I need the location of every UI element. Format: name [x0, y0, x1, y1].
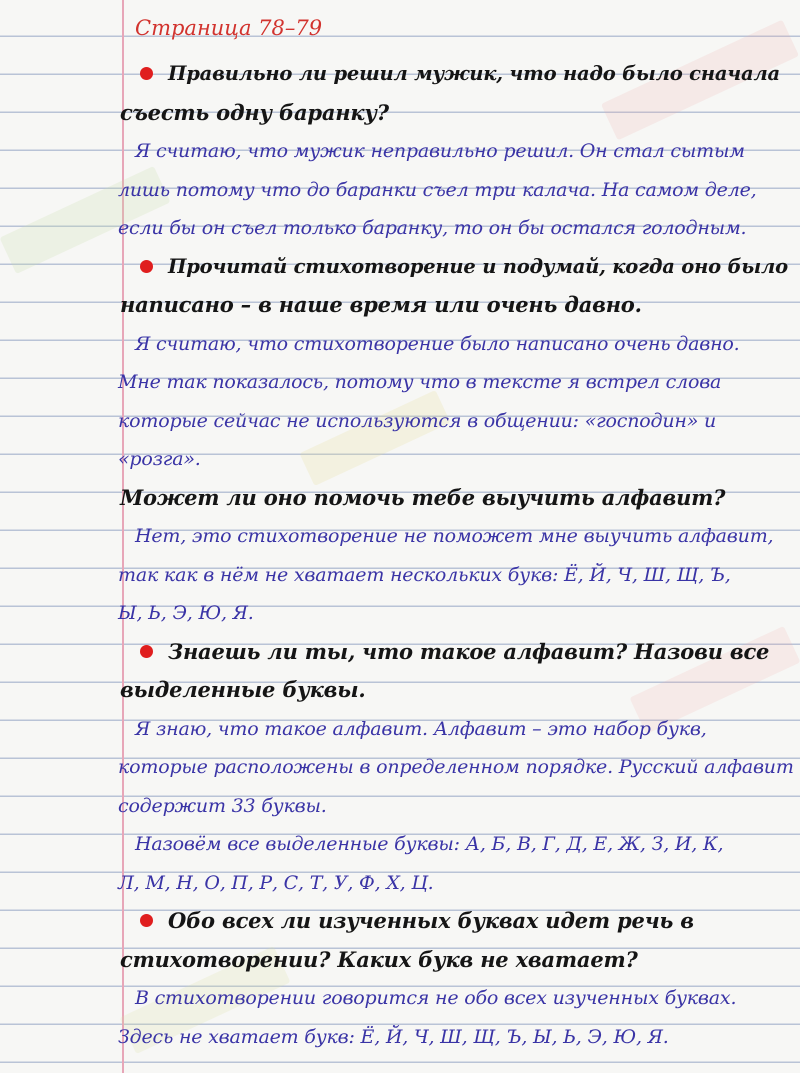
question-text: Обо всех ли изученных буквах идет речь в	[168, 908, 694, 933]
answer-text: Нет, это стихотворение не поможет мне выучить алфавит,	[135, 525, 774, 547]
question-text: стихотворении? Каких букв не хватает?	[120, 946, 638, 972]
answer-line	[0, 825, 800, 863]
answer-text: Я считаю, что стихотворение было написано очень давно.	[135, 332, 740, 355]
answer-text: так как в нём не хватает нескольких букв: Ё, Й, Ч, Ш, Щ, Ъ,	[118, 563, 731, 586]
question-text: выделенные буквы.	[120, 677, 366, 702]
question-line	[0, 941, 800, 979]
question-line	[0, 286, 800, 324]
page-header: Страница 78–79	[135, 16, 323, 40]
question-line	[0, 479, 800, 517]
answer-text: Я знаю, что такое алфавит. Алфавит – это набор букв,	[135, 717, 707, 740]
answer-line	[0, 594, 800, 632]
answer-text: Мне так показалось, потому что в тексте я встрел слова	[118, 371, 722, 393]
answer-text: Ы, Ь, Э, Ю, Я.	[118, 602, 254, 624]
answer-text: Л, М, Н, О, П, Р, С, Т, У, Ф, Х, Ц.	[118, 871, 434, 894]
question-line	[0, 55, 800, 93]
bullet-icon	[140, 67, 153, 80]
answer-line	[0, 325, 800, 363]
answer-line	[0, 787, 800, 825]
answer-text: Назовём все выделенные буквы: А, Б, В, Г, Д, Е, Ж, З, И, К,	[135, 833, 724, 855]
answer-line	[0, 710, 800, 748]
answer-line	[0, 132, 800, 170]
bullet-icon	[140, 260, 153, 273]
question-line	[0, 94, 800, 132]
question-line	[0, 633, 800, 671]
question-line	[0, 248, 800, 286]
page-header-line	[0, 9, 800, 47]
answer-line	[0, 402, 800, 440]
question-text: съесть одну баранку?	[120, 99, 389, 125]
answer-text: содержит 33 буквы.	[118, 794, 327, 817]
answer-text: Я считаю, что мужик неправильно решил. Он стал сытым	[135, 140, 745, 162]
answer-text: «розга».	[118, 448, 201, 470]
answer-text: если бы он съел только баранку, то он бы остался голодным.	[118, 217, 747, 239]
answer-text: В стихотворении говорится не обо всех изученных буквах.	[135, 987, 737, 1009]
answer-line	[0, 979, 800, 1017]
answer-line	[0, 1018, 800, 1056]
answer-text: Здесь не хватает букв: Ё, Й, Ч, Ш, Щ, Ъ, Ы, Ь, Э, Ю, Я.	[118, 1025, 669, 1048]
question-line	[0, 671, 800, 709]
question-text: Знаешь ли ты, что такое алфавит? Назови все	[168, 638, 770, 664]
question-text: Правильно ли решил мужик, что надо было сначала	[168, 62, 780, 85]
answer-line	[0, 517, 800, 555]
answer-line	[0, 171, 800, 209]
answer-text: которые сейчас не используются в общении: «господин» и	[118, 409, 716, 432]
answer-line	[0, 864, 800, 902]
answer-line	[0, 748, 800, 786]
answer-text: которые расположены в определенном порядке. Русский алфавит	[118, 756, 794, 778]
answer-line	[0, 440, 800, 478]
question-text: написано – в наше время или очень давно.	[120, 292, 642, 317]
answer-line	[0, 363, 800, 401]
question-line	[0, 902, 800, 940]
bullet-icon	[140, 645, 153, 658]
answer-text: лишь потому что до баранки съел три калача. На самом деле,	[118, 178, 757, 201]
question-text: Может ли оно помочь тебе выучить алфавит?	[120, 484, 726, 510]
answer-line	[0, 556, 800, 594]
answer-line	[0, 209, 800, 247]
bullet-icon	[140, 914, 153, 927]
question-text: Прочитай стихотворение и подумай, когда оно было	[168, 254, 788, 278]
